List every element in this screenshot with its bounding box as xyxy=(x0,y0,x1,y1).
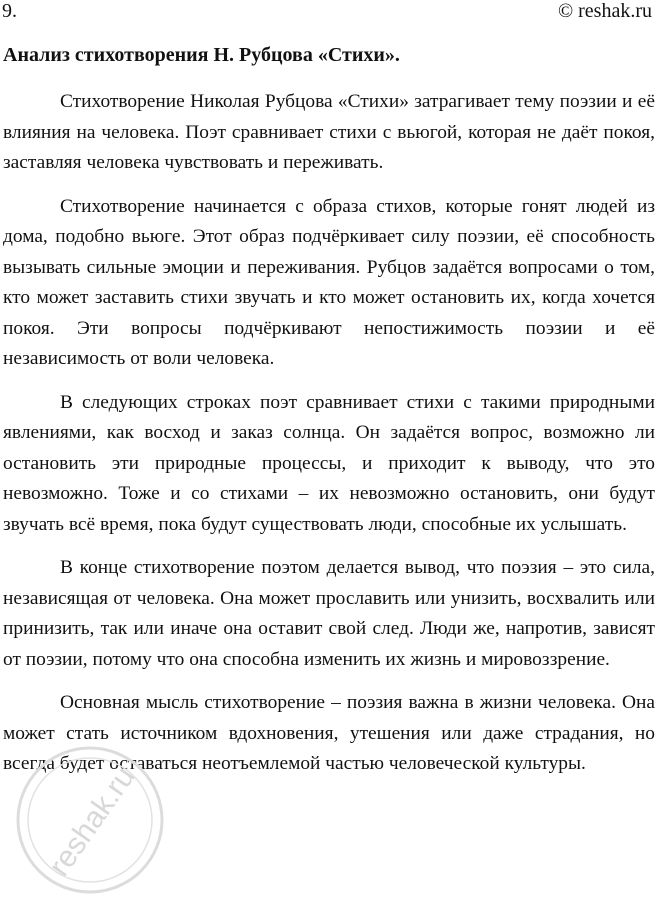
page-header xyxy=(0,0,658,26)
document-body xyxy=(3,87,655,793)
paragraph-5: Основная мысль стихотворение – поэзия важна в жизни человека. Она может стать источником вдохновения, утешения или даже страдания, но всегда будет оставаться неотъемлемой частью человеческой культуры. xyxy=(3,692,655,774)
watermark-text: reshak.ru xyxy=(42,760,142,883)
document-title: Анализ стихотворения Н. Рубцова «Стихи». xyxy=(3,44,400,66)
task-number: 9. xyxy=(2,0,17,22)
paragraph-3: В следующих строках поэт сравнивает стихи с такими природными явлениями, как восход и заказ солнца. Он задаётся вопрос, возможно ли остановить эти природные процессы, и приходит к выводу, что это невозможно. Тоже и со стихами – их невозможно остановить, они будут звучать всё время, пока будут существовать люди, способные их услышать. xyxy=(3,391,655,535)
paragraph-1: Стихотворение Николая Рубцова «Стихи» затрагивает тему поэзии и её влияния на человека. Поэт сравнивает стихи с вьюгой, которая не даёт покоя, заставляя человека чувствовать и переживать. xyxy=(3,91,655,173)
paragraph-4: В конце стихотворение поэтом делается вывод, что поэзия – это сила, независящая от человека. Она может прославить или унизить, восхвалить или принизить, так или иначе она оставит свой след. Люди же, напротив, зависят от поэзии, потому что она способна изменить их жизнь и мировоззрение. xyxy=(3,557,655,670)
paragraph-2: Стихотворение начинается с образа стихов, которые гонят людей из дома, подобно вьюге. Этот образ подчёркивает силу поэзии, её способность вызывать сильные эмоции и переживания. Рубцов задаётся вопросами о том, кто может заставить стихи звучать и кто может остановить их, когда хочется покоя. Эти вопросы подчёркивают непостижимость поэзии и её независимость от воли человека. xyxy=(3,195,655,369)
source-credit: © reshak.ru xyxy=(557,0,652,22)
